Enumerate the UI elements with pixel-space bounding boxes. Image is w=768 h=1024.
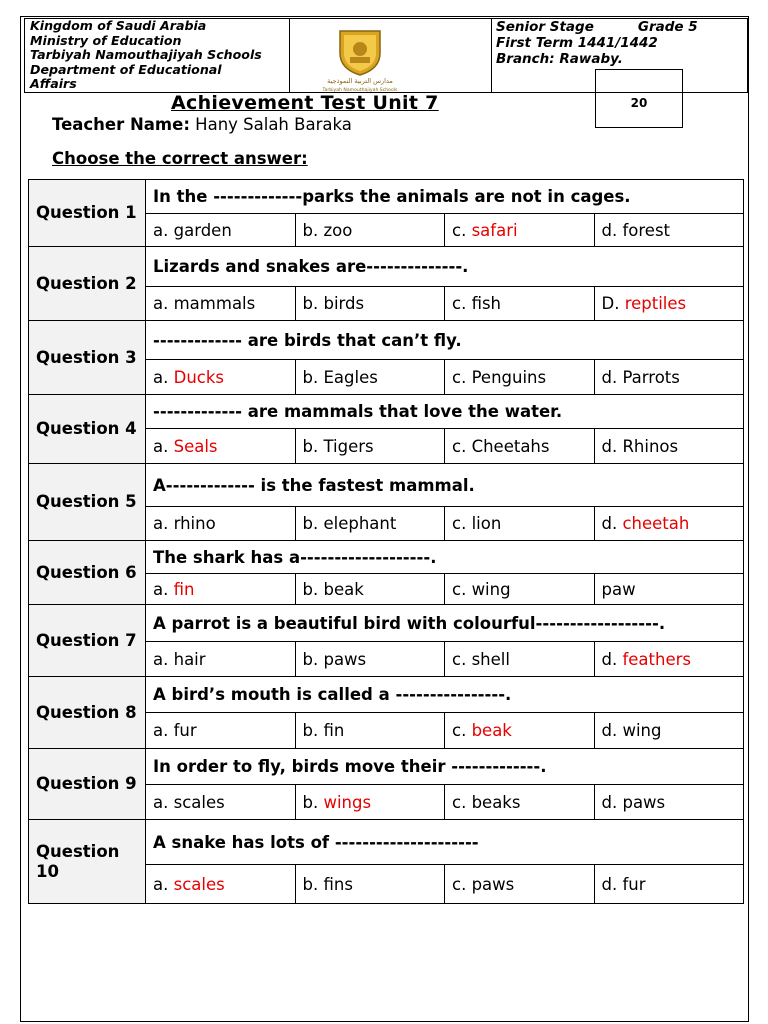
option-letter: c. (452, 436, 472, 456)
score-divider (596, 92, 682, 93)
option-letter: c. (452, 792, 472, 812)
answer-option[interactable] (594, 360, 744, 395)
question-label: Question 5 (29, 464, 146, 541)
option-letter: a. (153, 436, 174, 456)
option-text: mammals (173, 294, 256, 313)
option-text: Parrots (622, 367, 680, 387)
option-text: forest (622, 220, 671, 240)
option-text: beaks (471, 792, 521, 812)
answer-option[interactable] (146, 214, 296, 247)
correct-answer-text: feathers (622, 649, 691, 669)
option-letter: a. (153, 514, 174, 533)
answer-option[interactable] (445, 574, 595, 605)
option-letter: D. (601, 294, 625, 313)
answer-option[interactable] (445, 287, 595, 321)
question-label: Question 1 (29, 180, 146, 247)
answer-option[interactable] (594, 865, 744, 904)
question-label: Question 2 (29, 247, 146, 321)
question-row (29, 541, 744, 574)
answer-option[interactable] (146, 713, 296, 749)
correct-answer-text: reptiles (624, 294, 687, 313)
question-stem: A snake has lots of --------------------- (146, 820, 744, 865)
option-letter: b. (302, 436, 324, 456)
option-letter: a. (153, 220, 174, 240)
answer-option[interactable] (594, 507, 744, 541)
answer-option[interactable] (445, 713, 595, 749)
answer-option[interactable] (594, 429, 744, 464)
option-text: hair (173, 649, 206, 669)
option-letter: a. (153, 721, 174, 740)
page-title: Achievement Test Unit 7 (171, 92, 439, 114)
option-letter: d. (601, 220, 623, 240)
correct-answer-text: wings (323, 792, 372, 812)
school-logo (310, 25, 410, 95)
header-line: Department of Educational (30, 61, 222, 77)
question-label: Question 8 (29, 677, 146, 749)
option-text: garden (173, 220, 232, 240)
correct-answer-text: Seals (173, 436, 218, 456)
answer-option[interactable] (146, 642, 296, 677)
option-letter: b. (302, 721, 324, 740)
question-label: Question 4 (29, 395, 146, 464)
answer-option[interactable] (295, 214, 445, 247)
option-letter: c. (452, 649, 472, 669)
option-letter: c. (452, 367, 472, 387)
term-label: First Term 1441/1442 (496, 35, 658, 51)
question-stem: ------------- are mammals that love the water. (146, 395, 744, 429)
answer-option[interactable] (594, 214, 744, 247)
option-letter: b. (302, 294, 324, 313)
question-row (29, 464, 744, 507)
option-letter: d. (601, 649, 623, 669)
answer-option[interactable] (295, 865, 445, 904)
instructions: Choose the correct answer: (52, 149, 308, 168)
correct-answer-text: scales (173, 874, 225, 894)
option-text: fin (323, 721, 345, 740)
option-text: scales (173, 792, 225, 812)
answer-option[interactable] (594, 713, 744, 749)
answer-option[interactable] (295, 360, 445, 395)
answer-option[interactable] (445, 214, 595, 247)
option-text: Eagles (323, 367, 378, 387)
correct-answer-text: safari (471, 220, 518, 240)
question-label: Question 7 (29, 605, 146, 677)
option-letter: d. (601, 367, 623, 387)
answer-option[interactable] (295, 642, 445, 677)
option-letter: d. (601, 721, 623, 740)
teacher-line (52, 115, 352, 134)
answer-option[interactable] (445, 360, 595, 395)
option-text: beak (323, 579, 364, 599)
option-letter: d. (601, 874, 623, 894)
total-score: 20 (630, 96, 648, 110)
answer-option[interactable] (295, 287, 445, 321)
question-stem: A parrot is a beautiful bird with colourful------------------. (146, 605, 744, 642)
question-row (29, 321, 744, 360)
option-letter: c. (452, 579, 472, 599)
option-text: zoo (323, 220, 353, 240)
option-text: paws (622, 792, 666, 812)
question-stem: In the -------------parks the animals are not in cages. (146, 180, 744, 214)
question-row (29, 395, 744, 429)
header-line: Kingdom of Saudi Arabia (30, 18, 207, 33)
correct-answer-text: beak (471, 721, 512, 740)
teacher-name: Hany Salah Baraka (195, 115, 352, 134)
answer-option[interactable] (295, 785, 445, 820)
option-text: Rhinos (622, 436, 679, 456)
answer-option[interactable] (594, 287, 744, 321)
answer-option[interactable] (445, 865, 595, 904)
option-letter: c. (452, 220, 472, 240)
question-stem: In order to fly, birds move their -------------. (146, 749, 744, 785)
answer-option[interactable] (146, 287, 296, 321)
option-letter: d. (601, 436, 623, 456)
option-text: Penguins (471, 367, 547, 387)
logo-caption: Tarbiyah Namouthajiyah Schools (322, 88, 398, 93)
option-letter: b. (302, 514, 324, 533)
option-letter: b. (302, 367, 324, 387)
option-text: Tigers (323, 436, 374, 456)
option-text: wing (471, 579, 511, 599)
option-letter: b. (302, 874, 324, 894)
answer-option[interactable] (146, 865, 296, 904)
answer-option[interactable] (295, 713, 445, 749)
question-stem: Lizards and snakes are--------------. (146, 247, 744, 287)
correct-answer-text: fin (173, 579, 195, 599)
branch-label: Branch: Rawaby. (496, 51, 623, 67)
option-text: paw (601, 579, 636, 599)
answer-option[interactable] (146, 360, 296, 395)
header-line: Tarbiyah Namouthajiyah Schools (30, 47, 262, 62)
answer-option[interactable] (295, 507, 445, 541)
answer-option[interactable] (146, 574, 296, 605)
option-text: elephant (323, 514, 397, 533)
header-line: Affairs (30, 76, 77, 91)
option-letter: b. (302, 579, 324, 599)
question-stem: A bird’s mouth is called a ----------------. (146, 677, 744, 713)
answer-option[interactable] (295, 574, 445, 605)
header-line: Ministry of Education (30, 32, 182, 48)
question-label: Question 9 (29, 749, 146, 820)
option-text: birds (323, 294, 365, 313)
question-row (29, 820, 744, 865)
option-letter: b. (302, 220, 324, 240)
answer-option[interactable] (146, 785, 296, 820)
option-text: fur (622, 874, 646, 894)
question-row (29, 749, 744, 785)
option-text: lion (471, 514, 502, 533)
option-text: Cheetahs (471, 436, 550, 456)
answer-option[interactable] (445, 507, 595, 541)
option-letter: a. (153, 874, 174, 894)
question-label: Question 3 (29, 321, 146, 395)
question-row (29, 605, 744, 642)
stage-label: Senior Stage (496, 19, 594, 35)
option-letter: b. (302, 792, 324, 812)
answer-option[interactable] (594, 574, 744, 605)
answer-option[interactable] (594, 642, 744, 677)
question-row (29, 677, 744, 713)
answer-option[interactable] (594, 785, 744, 820)
option-letter: a. (153, 367, 174, 387)
answer-option[interactable] (445, 429, 595, 464)
correct-answer-text: Ducks (173, 367, 224, 387)
option-text: shell (471, 649, 510, 669)
option-text: wing (622, 721, 662, 740)
question-row (29, 180, 744, 214)
answer-option[interactable] (146, 429, 296, 464)
option-letter: a. (153, 294, 174, 313)
question-table (28, 179, 744, 904)
option-letter: d. (601, 792, 623, 812)
option-letter: c. (452, 874, 472, 894)
question-stem: ------------- are birds that can’t fly. (146, 321, 744, 360)
option-letter: b. (302, 649, 324, 669)
option-text: rhino (173, 514, 216, 533)
question-row (29, 247, 744, 287)
answer-option[interactable] (146, 507, 296, 541)
option-letter: d. (601, 514, 623, 533)
option-text: paws (323, 649, 367, 669)
option-text: fur (173, 721, 197, 740)
option-letter: a. (153, 579, 174, 599)
option-text: paws (471, 874, 515, 894)
correct-answer-text: cheetah (622, 514, 690, 533)
answer-option[interactable] (445, 785, 595, 820)
answer-option[interactable] (295, 429, 445, 464)
option-letter: c. (452, 294, 472, 313)
score-box (595, 69, 683, 128)
option-letter: a. (153, 649, 174, 669)
option-letter: a. (153, 792, 174, 812)
question-stem: The shark has a-------------------. (146, 541, 744, 574)
question-stem: A------------- is the fastest mammal. (146, 464, 744, 507)
grade-label: Grade 5 (637, 19, 698, 35)
option-letter: c. (452, 721, 472, 740)
answer-option[interactable] (445, 642, 595, 677)
option-text: fins (323, 874, 353, 894)
teacher-label: Teacher Name: (52, 115, 190, 134)
header-logo-cell (290, 19, 492, 92)
option-letter: c. (452, 514, 472, 533)
header-institution (25, 19, 290, 92)
option-text: fish (471, 294, 502, 313)
question-label: Question 10 (29, 820, 146, 904)
question-label: Question 6 (29, 541, 146, 605)
svg-text:مدارس التربية النموذجية: مدارس التربية النموذجية (327, 77, 393, 85)
